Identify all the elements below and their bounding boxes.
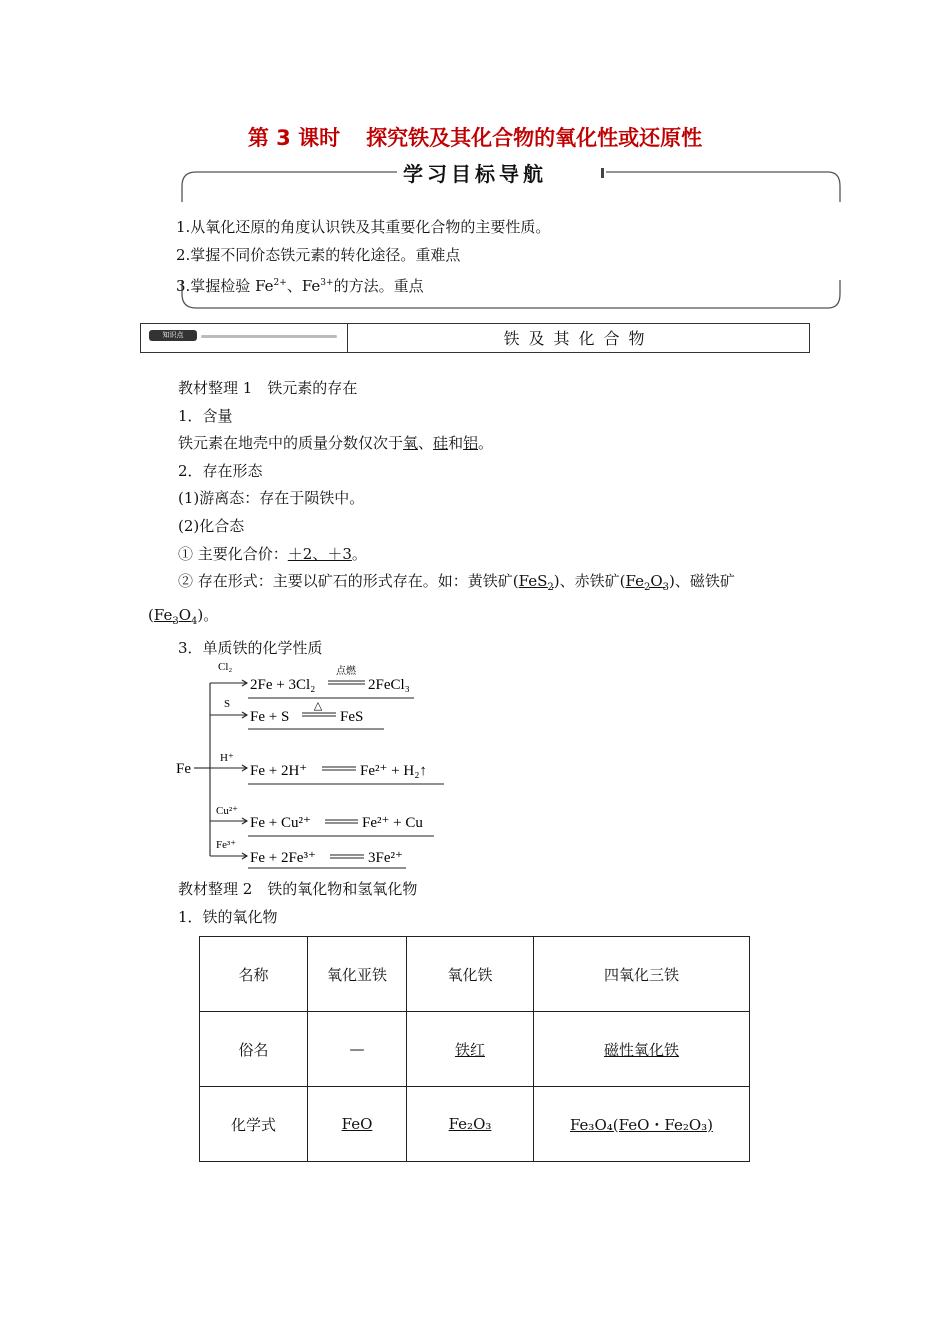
svg-text:Fe³⁺: Fe³⁺ xyxy=(216,839,237,851)
iron-oxides-table xyxy=(199,936,750,1162)
table-cell: Fe₂O₃ xyxy=(407,1087,534,1162)
table-cell: 铁红 xyxy=(407,1012,534,1087)
svg-text:△: △ xyxy=(313,700,323,712)
table-cell: 俗名 xyxy=(200,1012,308,1087)
table-cell: 名称 xyxy=(200,937,308,1012)
svg-text:2FeCl₃: 2FeCl₃ xyxy=(368,677,410,693)
section-title: 铁及其化合物 xyxy=(503,329,654,348)
lesson-topic: 探究铁及其化合物的氧化性或还原性 xyxy=(366,126,703,150)
page-title xyxy=(0,122,950,152)
subheading-properties: 3．单质铁的化学性质 xyxy=(178,639,323,658)
reaction-chlorine xyxy=(210,661,414,698)
goal-1: 1.从氧化还原的角度认识铁及其重要化合物的主要性质。 xyxy=(176,218,551,236)
goals-list xyxy=(176,213,550,300)
reaction-copper-ion xyxy=(210,805,434,836)
table-cell: 氧化亚铁 xyxy=(308,937,407,1012)
svg-text:Fe²⁺ + H₂↑: Fe²⁺ + H₂↑ xyxy=(360,763,427,779)
table-row xyxy=(200,937,750,1012)
content-text: 铁元素在地壳中的质量分数仅次于氧、硅和铝。 xyxy=(178,434,494,453)
svg-text:Fe + 2Fe³⁺: Fe + 2Fe³⁺ xyxy=(250,850,316,866)
subheading-forms: 2．存在形态 xyxy=(178,461,263,480)
table-cell: Fe₃O₄(FeO・Fe₂O₃) xyxy=(534,1087,750,1162)
free-state: (1)游离态：存在于陨铁中。 xyxy=(178,489,365,508)
svg-text:点燃: 点燃 xyxy=(336,666,356,677)
table-cell: 四氧化三铁 xyxy=(534,937,750,1012)
iron-label: Fe xyxy=(176,761,191,777)
svg-text:Cl₂: Cl₂ xyxy=(218,661,233,673)
svg-text:S: S xyxy=(224,698,231,710)
section-decor-bar xyxy=(201,335,337,338)
table-row xyxy=(200,1012,750,1087)
subheading-oxides: 1．铁的氧化物 xyxy=(178,907,278,926)
svg-text:Fe²⁺ + Cu: Fe²⁺ + Cu xyxy=(362,815,423,831)
svg-text:Fe + S: Fe + S xyxy=(250,709,290,725)
content-body-2 xyxy=(148,876,818,931)
section-tag-badge: 知识点 xyxy=(149,330,197,341)
goals-heading: 学习目标导航 xyxy=(0,158,950,187)
table-row xyxy=(200,1087,750,1162)
goal-2: 2.掌握不同价态铁元素的转化途径。重难点 xyxy=(176,246,461,264)
ore-forms-line-cont: $(Fe_3O_4)$。 xyxy=(148,605,219,627)
table-cell: FeO xyxy=(308,1087,407,1162)
valence-line: ① 主要化合价：＋2、＋3。 xyxy=(178,544,367,563)
reaction-sulfur xyxy=(210,698,384,729)
heading-1: 教材整理 1 铁元素的存在 xyxy=(178,379,358,397)
table-cell: 氧化铁 xyxy=(407,937,534,1012)
reaction-hydrogen-ion xyxy=(210,752,444,784)
svg-text:Cu²⁺: Cu²⁺ xyxy=(216,805,238,817)
combined-state: (2)化合态 xyxy=(178,516,245,535)
svg-text:Fe + Cu²⁺: Fe + Cu²⁺ xyxy=(250,815,311,831)
svg-text:Fe + 2H⁺: Fe + 2H⁺ xyxy=(250,763,308,779)
iron-reactions-diagram xyxy=(170,656,470,870)
ore-forms-line: ② 存在形式：主要以矿石的形式存在。如：黄铁矿(FeS$_2$)、赤铁矿$(Fe_2O_3)$、磁铁矿 xyxy=(178,572,735,594)
svg-text:H⁺: H⁺ xyxy=(220,752,234,764)
section-header xyxy=(140,323,810,353)
table-cell: — xyxy=(308,1012,407,1087)
svg-text:3Fe²⁺: 3Fe²⁺ xyxy=(368,850,403,866)
svg-text:FeS: FeS xyxy=(340,709,364,725)
subheading-content: 1．含量 xyxy=(178,406,233,425)
table-cell: 化学式 xyxy=(200,1087,308,1162)
content-body xyxy=(148,375,818,663)
heading-2: 教材整理 2 铁的氧化物和氢氧化物 xyxy=(178,880,418,898)
svg-text:2Fe + 3Cl₂: 2Fe + 3Cl₂ xyxy=(250,677,316,693)
goal-3: 3.掌握检验 $Fe^{2+}$、$Fe^{3+}$的方法。重点 xyxy=(176,277,424,295)
reaction-ferric-ion xyxy=(210,839,406,868)
table-cell: 磁性氧化铁 xyxy=(534,1012,750,1087)
lesson-number: 第 3 课时 xyxy=(247,126,341,150)
